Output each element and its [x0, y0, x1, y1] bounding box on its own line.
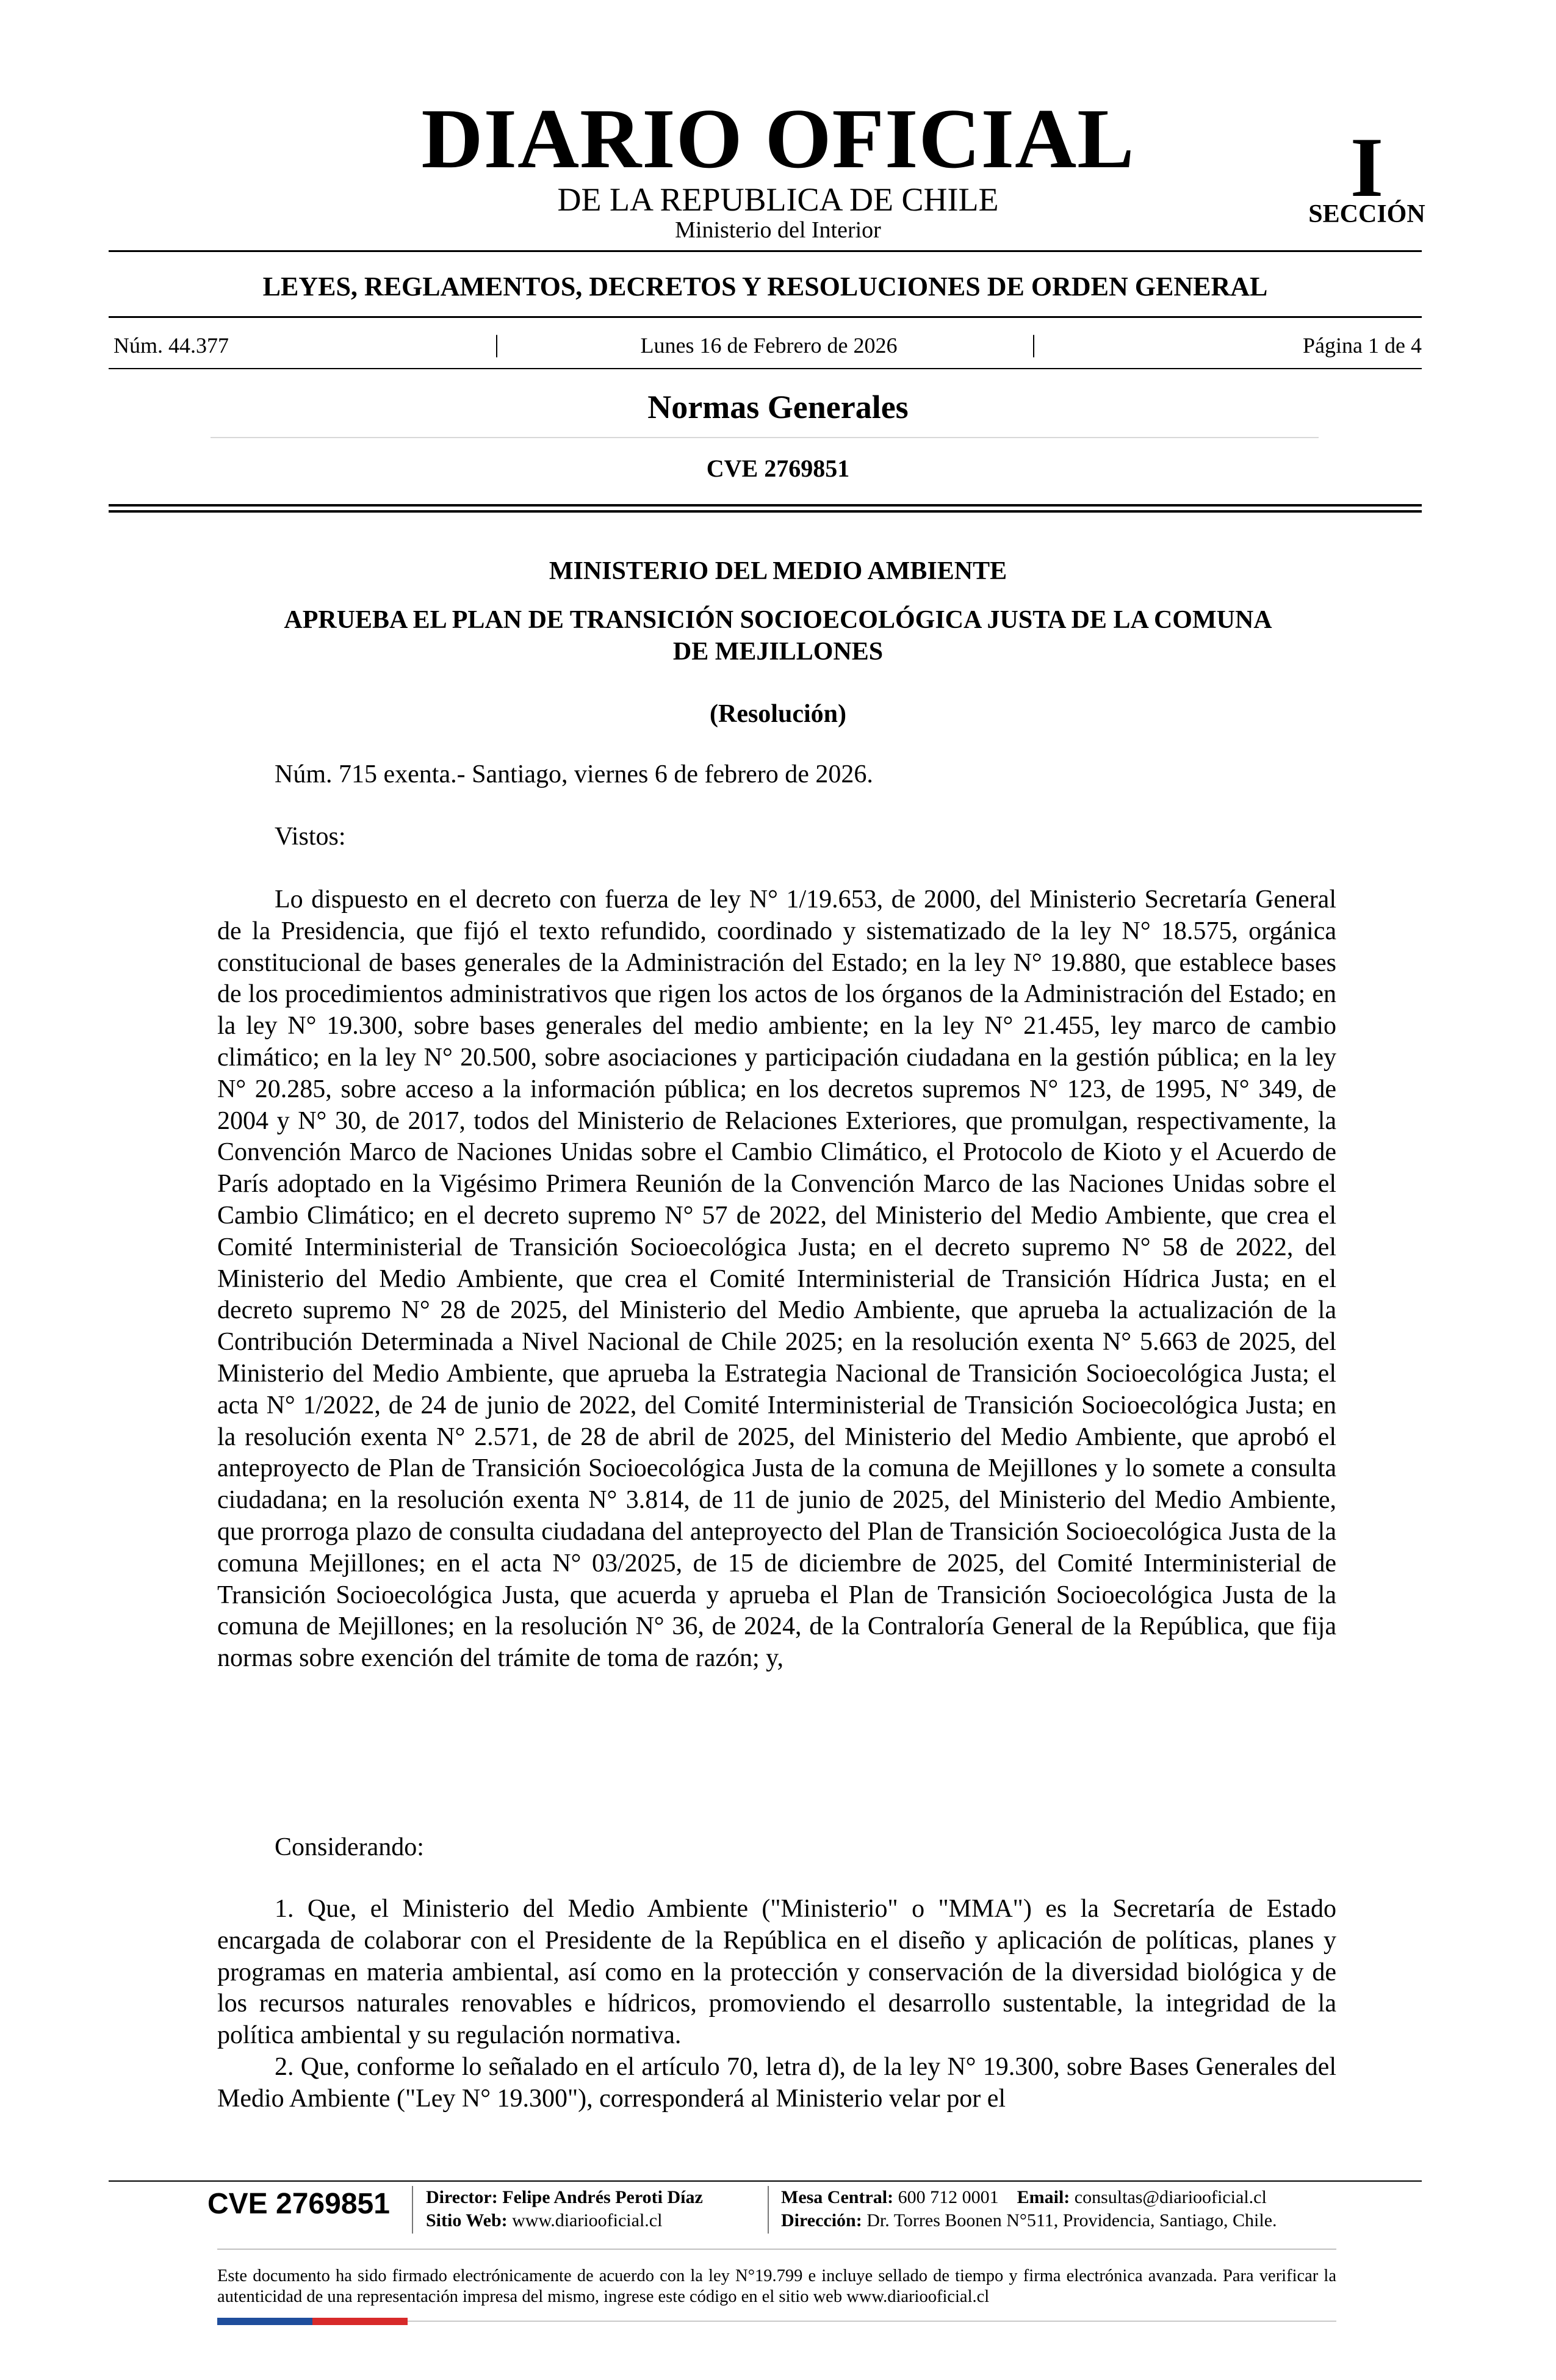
- double-rule-top: [109, 504, 1422, 507]
- phone-number: 600 712 0001: [898, 2187, 999, 2207]
- website-link[interactable]: www.diariooficial.cl: [512, 2210, 663, 2230]
- considerando-paragraph-2: 2. Que, conforme lo señalado en el artículo 70, letra d), de la ley N° 19.300, sobre Bases Generales del Medio Ambiente ("Ley N° 19.300"), corresponderá al Ministerio velar por el: [217, 2053, 1336, 2113]
- email-label: Email:: [1017, 2187, 1070, 2207]
- issue-divider: [109, 368, 1422, 369]
- director-label: Director:: [426, 2187, 498, 2207]
- ministry-label: Ministerio del Interior: [675, 217, 881, 243]
- email-link[interactable]: consultas@diariooficial.cl: [1074, 2187, 1267, 2207]
- considerando-paragraph-1: 1. Que, el Ministerio del Medio Ambiente ("Ministerio" o "MMA") es la Secretaría de Estado encargada de colaborar con el Presidente de la República en el diseño y aplicación de políticas, planes y programas en materia ambiental, así como en la protección y conservación de la diversidad biológica y de los recursos naturales renovables e hídricos, promoviendo el desarrollo sustentable, la integridad de la política ambiental y su regulación normativa.: [217, 1895, 1336, 2050]
- newspaper-subtitle: DE LA REPUBLICA DE CHILE: [557, 181, 999, 218]
- heading-underline: [211, 437, 1319, 438]
- section-number: I: [1350, 120, 1384, 215]
- footer-separator: [768, 2186, 769, 2234]
- double-rule-bottom: [109, 510, 1422, 513]
- vistos-label: Vistos:: [275, 823, 346, 851]
- category-divider: [109, 316, 1422, 318]
- address-text: Dr. Torres Boonen N°511, Providencia, Santiago, Chile.: [866, 2210, 1277, 2230]
- issuing-ministry: MINISTERIO DEL MEDIO AMBIENTE: [549, 557, 1007, 585]
- category-line: LEYES, REGLAMENTOS, DECRETOS Y RESOLUCIONES DE ORDEN GENERAL: [262, 272, 1268, 301]
- considerando-label: Considerando:: [275, 1833, 424, 1861]
- footer-separator: [412, 2186, 413, 2234]
- section-heading: Normas Generales: [647, 389, 909, 425]
- issue-separator: |: [1031, 330, 1037, 358]
- flag-stripe-blue: [217, 2318, 312, 2325]
- page-indicator: Página 1 de 4: [1303, 333, 1422, 358]
- legal-notice: Este documento ha sido firmado electrónicamente de acuerdo con la ley N°19.799 e incluye sellado de tiempo y firma electrónica avanzada. Para verificar la autenticidad de una representación impresa del mismo, ingrese este código en el sitio web www.diariooficial.cl: [217, 2266, 1336, 2306]
- newspaper-title: DIARIO OFICIAL: [421, 92, 1135, 186]
- document-type: (Resolución): [710, 700, 846, 728]
- section-label: SECCIÓN: [1308, 200, 1425, 228]
- footer-divider: [109, 2180, 1422, 2182]
- address-label: Dirección:: [781, 2210, 862, 2230]
- resolution-number: Núm. 715 exenta.- Santiago, viernes 6 de febrero de 2026.: [275, 760, 873, 788]
- director-name: Felipe Andrés Peroti Díaz: [502, 2187, 703, 2207]
- cve-code: CVE 2769851: [706, 455, 850, 482]
- flag-stripe-red: [312, 2318, 408, 2325]
- vistos-paragraph: Lo dispuesto en el decreto con fuerza de ley N° 1/19.653, de 2000, del Ministerio Secretaría General de la Presidencia, que fijó el texto refundido, coordinado y sistematizado de la ley N° 18.575, orgánica constitucional de bases generales de la Administración del Estado; en la ley N° 19.880, que establece bases de los procedimientos administrativos que rigen los actos de los órganos de la Administración del Estado; en la ley N° 19.300, sobre bases generales del medio ambiente; en la ley N° 21.455, ley marco de cambio climático; en la ley N° 20.500, sobre asociaciones y participación ciudadana en la gestión pública; en la ley N° 20.285, sobre acceso a la información pública; en los decretos supremos N° 123, de 1995, N° 349, de 2004 y N° 30, de 2017, todos del Ministerio de Relaciones Exteriores, que promulgan, respectivamente, la Convención Marco de Naciones Unidas sobre el Cambio Climático, el Protocolo de Kioto y el Acuerdo de París adoptado en la Vigésimo Primera Reunión de la Convención Marco de las Naciones Unidas sobre el Cambio Climático; en el decreto supremo N° 57 de 2022, del Ministerio del Medio Ambiente, que crea el Comité Interministerial de Transición Socioecológica Justa; en el decreto supremo N° 58 de 2022, del Ministerio del Medio Ambiente, que crea el Comité Interministerial de Transición Hídrica Justa; en el decreto supremo N° 28 de 2025, del Ministerio del Medio Ambiente, que aprueba la actualización de la Contribución Determinada a Nivel Nacional de Chile 2025; en la resolución exenta N° 5.663 de 2025, del Ministerio del Medio Ambiente, que aprueba la Estrategia Nacional de Transición Socioecológica Justa; el acta N° 1/2022, de 24 de junio de 2022, del Comité Interministerial de Transición Socioecológica Justa; en la resolución exenta N° 2.571, de 28 de abril de 2025, del Ministerio del Medio Ambiente, que aprobó el anteproyecto de Plan de Transición Socioecológica Justa de la comuna de Mejillones y lo somete a consulta ciudadana; en la resolución exenta N° 3.814, de 11 de junio de 2025, del Ministerio del Medio Ambiente, que prorroga plazo de consulta ciudadana del anteproyecto del Plan de Transición Socioecológica Justa de la comuna Mejillones; en el acta N° 03/2025, de 15 de diciembre de 2025, del Comité Interministerial de Transición Socioecológica Justa, que acuerda y aprueba el Plan de Transición Socioecológica Justa de la comuna de Mejillones; en la resolución N° 36, de 2024, de la Contraloría General de la República, que fija normas sobre exención del trámite de toma de razón; y,: [217, 885, 1336, 1673]
- footer-contact-block: [781, 2186, 1277, 2232]
- issue-number: Núm. 44.377: [113, 333, 229, 358]
- footer-director-block: [426, 2186, 703, 2232]
- footer-cve-code: CVE 2769851: [207, 2188, 390, 2220]
- issue-date: Lunes 16 de Febrero de 2026: [640, 333, 898, 358]
- phone-label: Mesa Central:: [781, 2187, 894, 2207]
- document-title-line-2: DE MEJILLONES: [672, 638, 884, 666]
- issue-separator: |: [494, 330, 500, 358]
- masthead-divider: [109, 250, 1422, 252]
- document-title-line-1: APRUEBA EL PLAN DE TRANSICIÓN SOCIOECOLÓGICA JUSTA DE LA COMUNA: [284, 606, 1272, 634]
- website-label: Sitio Web:: [426, 2210, 508, 2230]
